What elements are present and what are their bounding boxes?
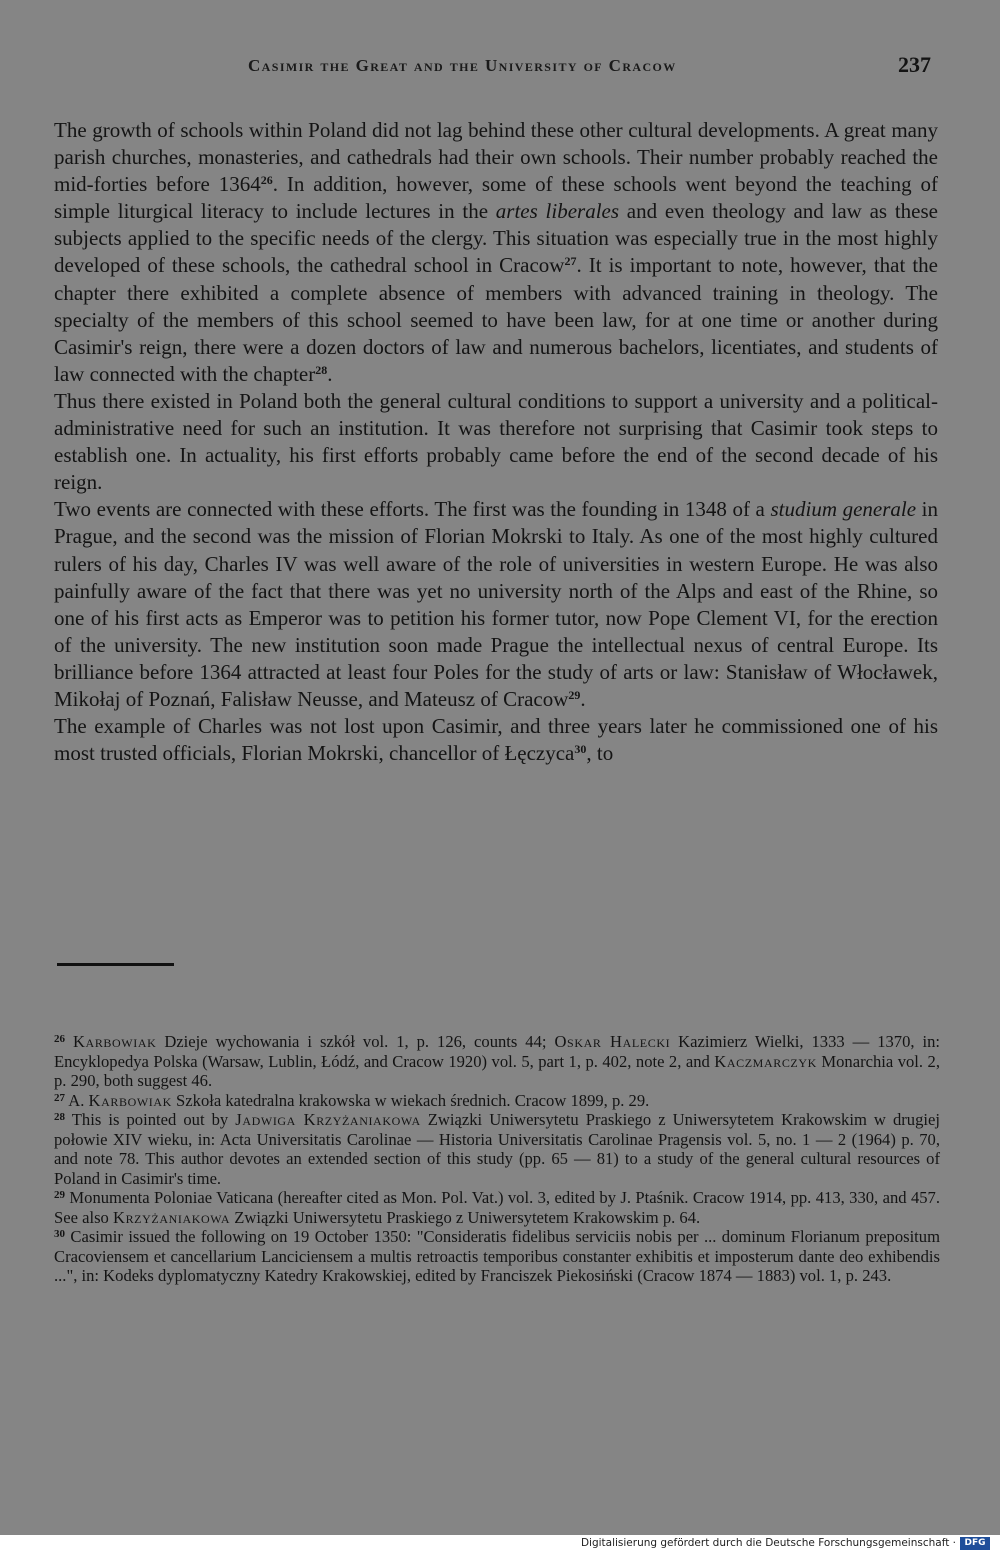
funding-credit: Digitalisierung gefördert durch die Deutsche Forschungsgemeinschaft · [580,1537,956,1549]
footnote-26 [54,1032,940,1091]
text-run: Związki Uniwersytetu Praskiego z Uniwersytetem Krakowskim w drugiej połowie XIV wieku, in: Acta Universitatis Carolinae — Historia Universitatis Carolinae Pragensis vol. 5, no. 1 — 2 (1964) p. 70, and note 78. This author devotes an extended section of this study (pp. 65 — 81) to a study of the general cultural resources of Poland in Casimir's time. [54,1110,940,1188]
author-name: Oskar Halecki [554,1032,671,1051]
text-run: Casimir issued the following on 19 October 1350: "Consideratis fidelibus serviciis nobis per ... dominum Florianum prepositum Cracoviensem et cancellarium Lanciciensem a multis retroactis temporibus constanter exhibitis et imposterum dante deo exhibendis ...", in: Kodeks dyplomatyczny Katedry Krakowskiej, edited by Franciszek Piekosiński (Cracow 1874 — 1883) vol. 1, p. 243. [54,1227,940,1285]
footnote-ref: 27 [564,254,577,269]
footnote-separator [57,963,174,966]
text-run: Two events are connected with these efforts. The first was the founding in 1348 of a [54,497,771,522]
text-run: . In addition, however, some of these schools went beyond the teaching of simple liturgical literacy to include lectures in the [54,172,938,224]
footnotes [54,1032,940,1286]
author-name: Kaczmarczyk [714,1051,817,1071]
text-run: Szkoła katedralna krakowska w wiekach średnich. Cracow 1899, p. 29. [171,1090,650,1110]
text-run: Monumenta Poloniae Vaticana (hereafter cited as Mon. Pol. Vat.) vol. 3, edited by J. Ptaśnik. Cracow 1914, pp. 413, 330, and 457. See also [54,1188,940,1227]
text-run: The example of Charles was not lost upon Casimir, and three years later he commissioned one of his most trusted officials, Florian Mokrski, chancellor of Łęczyca [54,714,938,766]
running-title: Casimir the Great and the University of Cracow [248,56,677,75]
footnote-number: 28 [54,1111,65,1123]
text-run: Kazimierz Wielki, 1333 — 1370, in: Encyklopedya Polska (Warsaw, Lublin, Łódź, and Cracow 1920) vol. 5, part 1, p. 402, note 2, and [54,1032,941,1071]
text-run: Związki Uniwersytetu Praskiego z Uniwersytetem Krakowskim p. 64. [230,1207,701,1227]
text-run: . [580,686,586,711]
text-run: Monarchia vol. 2, p. 290, both suggest 46. [54,1051,940,1090]
footnote-27 [54,1091,940,1111]
digitization-footer [0,1535,1000,1554]
text-run: , to [586,741,614,766]
footnote-28 [54,1110,940,1188]
text-run: . It is important to note, however, that the chapter there exhibited a complete absence of members with advanced training in theology. The specialty of the members of this school seemed to have been law, for at one time or another during Casimir's reign, there were a dozen doctors of law and numerous bachelors, licentiates, and students of law connected with the chapter [54,253,938,386]
text-run: in Prague, and the second was the mission of Florian Mokrski to Italy. As one of the most highly cultured rulers of his day, Charles IV was well aware of the role of universities in western Europe. He was also painfully aware of the fact that there was yet no university north of the Alps and east of the Rhine, so one of his first acts as Emperor was to petition his former tutor, now Pope Clement VI, for the erection of the university. The new institution soon made Prague the intellectual nexus of central Europe. Its brilliance before 1364 attracted at least four Poles for the study of arts or law: Stanisław of Włocławek, Mikołaj of Poznań, Falisław Neusse, and Mateusz of Cracow [54,497,938,711]
footnote-ref: 29 [568,687,581,702]
footnote-ref: 28 [315,362,328,377]
author-name: Jadwiga Krzyżaniakowa [235,1110,421,1129]
paragraph-2: Thus there existed in Poland both the general cultural conditions to support a university and a political-administrative need for such an institution. It was therefore not surprising that Casimir took steps to establish one. In actuality, his first efforts probably came before the end of the second decade of his reign. [54,388,938,495]
author-name: Karbowiak [88,1090,172,1110]
footnote-ref: 26 [260,173,273,188]
dfg-logo: DFG [960,1537,990,1550]
main-text [54,117,938,767]
paragraph-4 [54,713,938,767]
footnote-number: 26 [54,1033,65,1045]
footnote-number: 27 [54,1091,65,1104]
footnote-30 [54,1227,940,1286]
emphasis: artes liberales [495,199,620,224]
text-run: and even theology and law as these subjects applied to the specific needs of the clergy. This situation was especially true in the most highly developed of these schools, the cathedral school in Cracow [54,199,938,278]
text-run: Dzieje wychowania i szkół vol. 1, p. 126, counts 44; [156,1032,555,1051]
paragraph-1 [54,117,938,388]
running-head [0,52,1000,90]
footnote-number: 30 [54,1228,65,1240]
footnote-ref: 30 [574,742,587,757]
author-name: Krzyżaniakowa [113,1207,231,1227]
footnote-29 [54,1188,940,1227]
author-name: Karbowiak [72,1032,157,1051]
text-run: The growth of schools within Poland did not lag behind these other cultural developments. A great many parish churches, monasteries, and cathedrals had their own schools. Their number probably reached the mid-forties before 1364 [54,118,938,197]
page-number: 237 [898,52,931,77]
paragraph-3 [54,496,938,713]
emphasis: studium generale [770,497,917,522]
text-run: A. [65,1090,89,1110]
footnote-number: 29 [54,1189,65,1201]
text-run: This is pointed out by [65,1110,236,1129]
text-run: . [327,361,333,386]
